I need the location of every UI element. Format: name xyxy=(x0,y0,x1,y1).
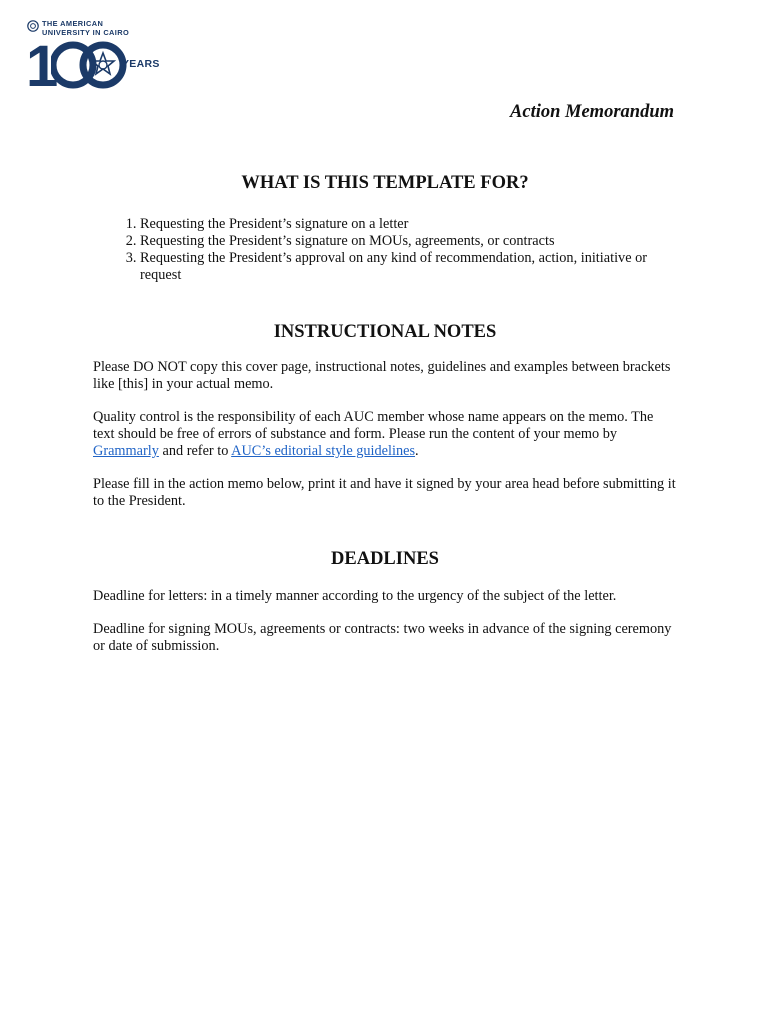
instruction-paragraph-1: Please DO NOT copy this cover page, instructional notes, guidelines and examples between brackets like [this] in your actual memo. xyxy=(93,359,671,392)
grammarly-link[interactable]: Grammarly xyxy=(93,443,159,459)
instruction-text: . xyxy=(415,443,419,459)
auc-100-years-logo xyxy=(25,18,160,99)
list-item: 1. Requesting the President’s signature on a letter xyxy=(140,216,677,233)
editorial-style-guidelines-link[interactable]: AUC’s editorial style guidelines xyxy=(231,443,416,459)
document-body xyxy=(93,171,677,655)
deadline-paragraph-2: Deadline for signing MOUs, agreements or contracts: two weeks in advance of the signing ceremony or date of submission. xyxy=(93,621,672,654)
instruction-paragraph-2 xyxy=(93,409,677,460)
memo-title: Action Memorandum xyxy=(510,102,674,122)
university-name: THE AMERICAN UNIVERSITY IN CAIRO xyxy=(42,19,130,37)
years-label: YEARS xyxy=(122,58,160,70)
centennial-number-one: 1 xyxy=(26,34,59,99)
deadline-paragraph-1: Deadline for letters: in a timely manner according to the urgency of the subject of the letter. xyxy=(93,588,617,604)
deadlines-heading: DEADLINES xyxy=(331,549,439,569)
list-item: 2. Requesting the President’s signature on MOUs, agreements, or contracts xyxy=(140,233,677,250)
instruction-text: Quality control is the responsibility of each AUC member whose name appears on the memo. The text should be free of errors of substance and form. Please run the content of your memo by xyxy=(93,409,654,442)
auc-seal-icon xyxy=(27,20,39,32)
purpose-list xyxy=(93,216,677,284)
instructional-notes-heading: INSTRUCTIONAL NOTES xyxy=(273,322,497,342)
instruction-text: and refer to xyxy=(158,443,232,459)
purpose-heading: WHAT IS THIS TEMPLATE FOR? xyxy=(241,173,529,193)
instruction-paragraph-3: Please fill in the action memo below, print it and have it signed by your area head before submitting it to the President. xyxy=(93,476,676,509)
list-item: 3. Requesting the President’s approval on any kind of recommendation, action, initiative or request xyxy=(140,250,677,284)
